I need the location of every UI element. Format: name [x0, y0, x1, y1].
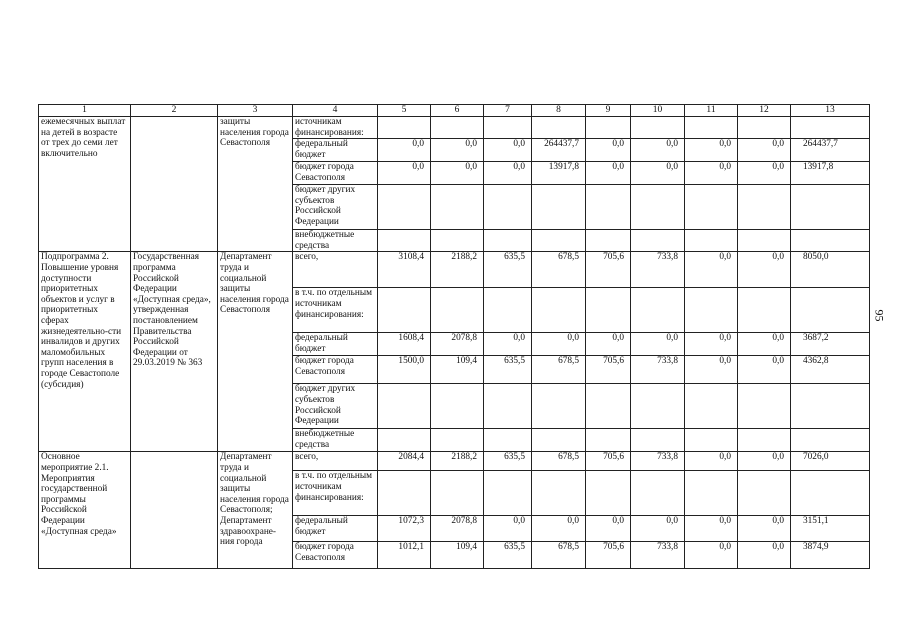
value-cell: 635,5	[484, 252, 532, 288]
table-row	[39, 252, 870, 288]
value-cell: 0,0	[532, 516, 586, 542]
value-cell	[378, 471, 431, 516]
value-cell	[586, 185, 631, 230]
value-cell: 0,0	[685, 252, 738, 288]
financing-table	[38, 104, 870, 569]
value-cell	[685, 471, 738, 516]
activity-name-cell: ежемесячных выплат на детей в возрасте от трех до семи лет включительно	[39, 117, 131, 252]
value-cell	[532, 384, 586, 429]
executor-cell: Департамент труда и социальной защиты населения города Севастополя; Департамент здравоохране-ния города	[218, 452, 293, 569]
value-cell: 8050,0	[791, 252, 870, 288]
value-cell: 678,5	[532, 542, 586, 569]
value-cell: 4362,8	[791, 356, 870, 384]
value-cell: 0,0	[484, 516, 532, 542]
value-cell	[484, 384, 532, 429]
value-cell	[484, 185, 532, 230]
value-cell: 0,0	[631, 516, 685, 542]
column-header: 10	[631, 105, 685, 117]
value-cell: 635,5	[484, 452, 532, 471]
value-cell: 678,5	[532, 356, 586, 384]
value-cell: 1072,3	[378, 516, 431, 542]
value-cell: 0,0	[738, 252, 791, 288]
column-header: 5	[378, 105, 431, 117]
funding-source-cell: бюджет других субъектов Российской Федерации	[293, 185, 378, 230]
value-cell	[685, 117, 738, 139]
value-cell: 0,0	[631, 162, 685, 185]
value-cell: 0,0	[685, 356, 738, 384]
value-cell: 0,0	[586, 162, 631, 185]
funding-source-cell: федеральный бюджет	[293, 139, 378, 162]
value-cell: 3687,2	[791, 333, 870, 356]
column-header: 2	[131, 105, 218, 117]
value-cell: 264437,7	[791, 139, 870, 162]
value-cell: 0,0	[685, 333, 738, 356]
value-cell: 0,0	[738, 356, 791, 384]
value-cell	[791, 117, 870, 139]
funding-source-cell: бюджет города Севастополя	[293, 542, 378, 569]
value-cell	[431, 185, 484, 230]
value-cell: 0,0	[484, 162, 532, 185]
table-row	[39, 117, 870, 139]
value-cell	[631, 288, 685, 333]
value-cell: 13917,8	[791, 162, 870, 185]
value-cell	[791, 384, 870, 429]
funding-source-cell: бюджет города Севастополя	[293, 356, 378, 384]
value-cell: 0,0	[586, 139, 631, 162]
activity-name-cell: Подпрограмма 2. Повышение уровня доступности приоритетных объектов и услуг в приоритетных сферах жизнедеятельно-сти инвалидов и других маломобильных групп населения в городе Севастополе (субсидия)	[39, 252, 131, 452]
value-cell: 0,0	[685, 542, 738, 569]
value-cell: 0,0	[631, 139, 685, 162]
value-cell: 0,0	[586, 516, 631, 542]
value-cell	[431, 429, 484, 452]
value-cell: 0,0	[685, 516, 738, 542]
value-cell: 3151,1	[791, 516, 870, 542]
value-cell	[738, 230, 791, 252]
value-cell: 0,0	[631, 333, 685, 356]
value-cell: 0,0	[378, 162, 431, 185]
value-cell	[586, 230, 631, 252]
value-cell	[738, 185, 791, 230]
value-cell	[431, 288, 484, 333]
value-cell: 0,0	[738, 139, 791, 162]
value-cell	[586, 288, 631, 333]
value-cell: 2078,8	[431, 333, 484, 356]
value-cell: 0,0	[685, 139, 738, 162]
column-header: 9	[586, 105, 631, 117]
value-cell: 0,0	[431, 139, 484, 162]
value-cell	[484, 471, 532, 516]
funding-source-cell: в т.ч. по отдельным источникам финансирования:	[293, 288, 378, 333]
value-cell	[484, 429, 532, 452]
value-cell	[532, 185, 586, 230]
column-header: 11	[685, 105, 738, 117]
value-cell: 2078,8	[431, 516, 484, 542]
value-cell	[631, 471, 685, 516]
executor-cell: защиты населения города Севастополя	[218, 117, 293, 252]
program-cell: Государственная программа Российской Федерации «Доступная среда», утвержденная постановлением Правительства Российской Федерации от 29.03.2019 № 363	[131, 252, 218, 452]
column-header: 3	[218, 105, 293, 117]
program-cell	[131, 117, 218, 252]
value-cell	[631, 429, 685, 452]
value-cell	[685, 288, 738, 333]
value-cell: 7026,0	[791, 452, 870, 471]
value-cell: 0,0	[484, 139, 532, 162]
value-cell	[484, 117, 532, 139]
value-cell: 0,0	[484, 333, 532, 356]
value-cell: 0,0	[685, 452, 738, 471]
column-header: 1	[39, 105, 131, 117]
value-cell: 1500,0	[378, 356, 431, 384]
value-cell: 635,5	[484, 356, 532, 384]
value-cell: 0,0	[586, 333, 631, 356]
value-cell: 109,4	[431, 542, 484, 569]
value-cell	[532, 230, 586, 252]
value-cell: 0,0	[378, 139, 431, 162]
value-cell	[586, 429, 631, 452]
column-header: 13	[791, 105, 870, 117]
header-row	[39, 105, 870, 117]
value-cell	[378, 429, 431, 452]
value-cell	[631, 230, 685, 252]
funding-source-cell: в т.ч. по отдельным источникам финансирования:	[293, 471, 378, 516]
value-cell: 3874,9	[791, 542, 870, 569]
column-header: 6	[431, 105, 484, 117]
value-cell	[685, 230, 738, 252]
value-cell: 0,0	[738, 162, 791, 185]
executor-cell: Департамент труда и социальной защиты населения города Севастополя	[218, 252, 293, 452]
value-cell: 1012,1	[378, 542, 431, 569]
funding-source-cell: бюджет других субъектов Российской Федерации	[293, 384, 378, 429]
value-cell	[738, 384, 791, 429]
value-cell	[791, 185, 870, 230]
table-row	[39, 452, 870, 471]
value-cell: 705,6	[586, 542, 631, 569]
table-body	[39, 105, 870, 569]
value-cell	[431, 471, 484, 516]
value-cell	[738, 471, 791, 516]
value-cell	[685, 185, 738, 230]
value-cell	[378, 117, 431, 139]
value-cell	[685, 384, 738, 429]
funding-source-cell: всего,	[293, 452, 378, 471]
funding-source-cell: всего,	[293, 252, 378, 288]
value-cell	[378, 185, 431, 230]
funding-source-cell: федеральный бюджет	[293, 516, 378, 542]
value-cell	[431, 384, 484, 429]
value-cell	[532, 429, 586, 452]
value-cell: 264437,7	[532, 139, 586, 162]
funding-source-cell: источникам финансирования:	[293, 117, 378, 139]
value-cell: 705,6	[586, 356, 631, 384]
value-cell: 2084,4	[378, 452, 431, 471]
value-cell	[431, 117, 484, 139]
value-cell: 0,0	[738, 333, 791, 356]
value-cell: 705,6	[586, 452, 631, 471]
value-cell: 2188,2	[431, 452, 484, 471]
value-cell	[738, 429, 791, 452]
value-cell	[586, 471, 631, 516]
activity-name-cell: Основное мероприятие 2.1. Мероприятия государственной программы Российской Федерации «Доступная среда»	[39, 452, 131, 569]
value-cell	[586, 384, 631, 429]
value-cell	[791, 471, 870, 516]
value-cell	[484, 230, 532, 252]
value-cell	[631, 384, 685, 429]
funding-source-cell: федеральный бюджет	[293, 333, 378, 356]
value-cell: 109,4	[431, 356, 484, 384]
value-cell	[532, 471, 586, 516]
value-cell: 1608,4	[378, 333, 431, 356]
value-cell	[685, 429, 738, 452]
value-cell	[378, 384, 431, 429]
value-cell	[532, 117, 586, 139]
value-cell: 0,0	[532, 333, 586, 356]
column-header: 12	[738, 105, 791, 117]
value-cell: 733,8	[631, 252, 685, 288]
value-cell: 0,0	[738, 542, 791, 569]
value-cell	[791, 288, 870, 333]
column-header: 7	[484, 105, 532, 117]
page-number: 95	[872, 309, 887, 322]
column-header: 8	[532, 105, 586, 117]
value-cell: 13917,8	[532, 162, 586, 185]
value-cell: 733,8	[631, 452, 685, 471]
value-cell	[484, 288, 532, 333]
value-cell	[738, 288, 791, 333]
column-header: 4	[293, 105, 378, 117]
value-cell: 0,0	[738, 516, 791, 542]
value-cell: 0,0	[685, 162, 738, 185]
value-cell: 635,5	[484, 542, 532, 569]
value-cell	[431, 230, 484, 252]
program-cell	[131, 452, 218, 569]
value-cell	[532, 288, 586, 333]
value-cell	[631, 117, 685, 139]
value-cell	[738, 117, 791, 139]
value-cell: 2188,2	[431, 252, 484, 288]
value-cell: 678,5	[532, 452, 586, 471]
value-cell: 0,0	[738, 452, 791, 471]
value-cell: 0,0	[431, 162, 484, 185]
value-cell: 733,8	[631, 542, 685, 569]
funding-source-cell: внебюджетные средства	[293, 429, 378, 452]
value-cell: 705,6	[586, 252, 631, 288]
value-cell: 733,8	[631, 356, 685, 384]
funding-source-cell: внебюджетные средства	[293, 230, 378, 252]
funding-source-cell: бюджет города Севастополя	[293, 162, 378, 185]
value-cell	[791, 230, 870, 252]
value-cell	[378, 288, 431, 333]
value-cell: 3108,4	[378, 252, 431, 288]
value-cell	[791, 429, 870, 452]
value-cell	[378, 230, 431, 252]
value-cell	[586, 117, 631, 139]
value-cell: 678,5	[532, 252, 586, 288]
value-cell	[631, 185, 685, 230]
